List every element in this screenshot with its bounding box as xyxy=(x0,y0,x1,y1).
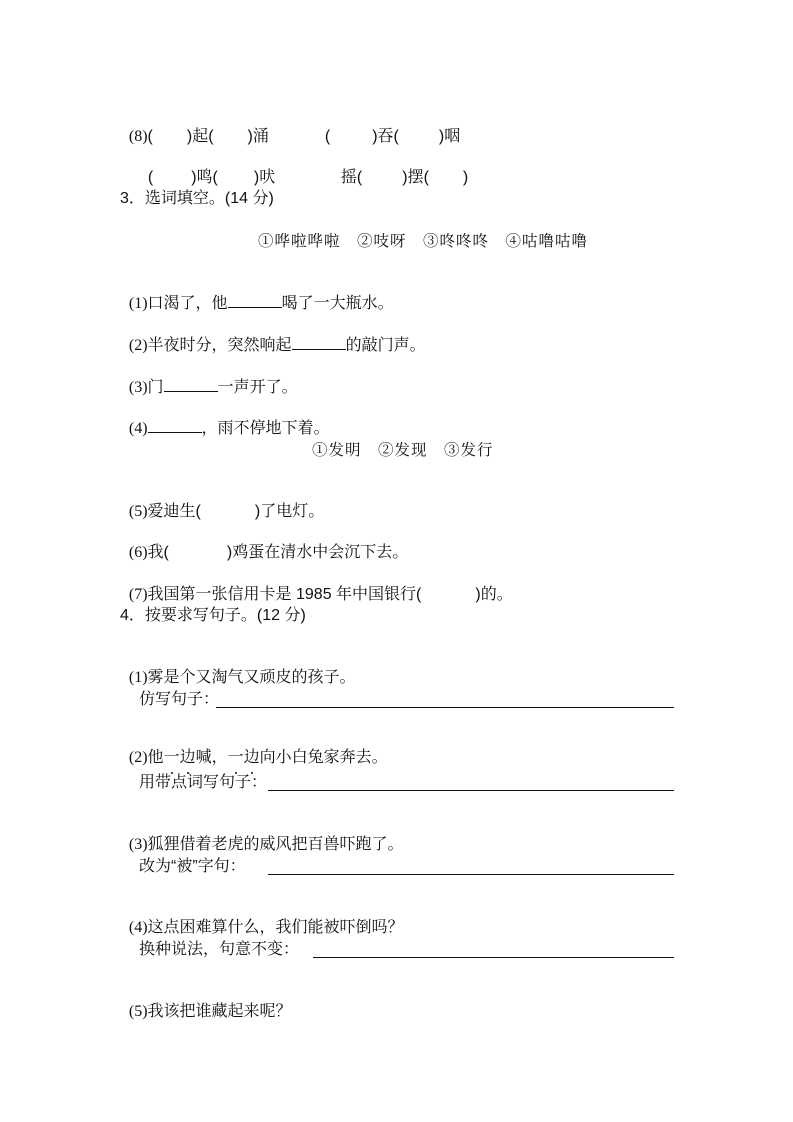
q3-item-6 xyxy=(120,523,408,563)
sentence-before: 我( xyxy=(147,544,169,561)
q3-item-7 xyxy=(120,565,513,605)
item-number: (8) xyxy=(128,128,148,145)
sentence-after: 一声开了。 xyxy=(217,379,298,396)
sentence-before: 口渴了，他 xyxy=(147,295,228,312)
sentence: 我该把谁藏起来呢？ xyxy=(147,1003,292,1020)
question-4-heading: 4．按要求写句子。(12 分) xyxy=(120,607,306,624)
sentence: 狐狸借着老虎的威风把百兽吓跑了。 xyxy=(147,836,404,853)
q4-item-3 xyxy=(120,815,404,855)
text: )摆( xyxy=(402,169,429,186)
text: ) xyxy=(462,169,469,186)
q2-item-8-row-a-right xyxy=(316,107,460,147)
text: )吠 xyxy=(253,169,276,186)
answer-blank[interactable] xyxy=(228,293,282,308)
text: )咽 xyxy=(438,128,461,145)
q4-item-1 xyxy=(120,648,356,688)
sentence-part: 向小白兔家奔去。 xyxy=(259,749,388,766)
item-number: (7) xyxy=(128,586,148,603)
dotted-word: 边 xyxy=(179,749,196,766)
q4-item-5 xyxy=(120,982,292,1022)
dotted-word: 一 xyxy=(163,749,180,766)
word-options-a: ①哗啦哗啦 ②吱呀 ③咚咚咚 ④咕噜咕噜 xyxy=(258,232,589,250)
sentence-after: ，雨不停地下着。 xyxy=(201,420,330,437)
q4-item-4 xyxy=(120,898,404,938)
answer-blank[interactable] xyxy=(292,335,346,350)
text: ( xyxy=(147,128,153,145)
item-number: (3) xyxy=(128,379,148,396)
sentence-part: 喊， xyxy=(195,749,228,766)
q3-item-4 xyxy=(120,398,330,439)
item-number: (4) xyxy=(128,919,148,936)
item-number: (2) xyxy=(128,749,148,766)
item-number: (2) xyxy=(128,337,148,354)
sentence-after: )鸡蛋在清水中会沉下去。 xyxy=(226,544,409,561)
item-number: (1) xyxy=(128,295,148,312)
text: )吞( xyxy=(372,128,399,145)
sentence-after: )了电灯。 xyxy=(254,503,325,520)
sentence-after: 喝了一大瓶水。 xyxy=(281,295,394,312)
text: )涌 xyxy=(247,128,269,145)
text: ( xyxy=(147,169,154,186)
q3-item-5 xyxy=(120,482,324,522)
sentence-before: 爱迪生( xyxy=(147,503,201,520)
sentence-after: 的敲门声。 xyxy=(345,337,426,354)
q4-item-4-answer-line[interactable] xyxy=(313,957,674,958)
text: )起( xyxy=(186,128,214,145)
item-number: (4) xyxy=(128,420,148,437)
text: ( xyxy=(324,128,331,145)
item-number: (5) xyxy=(128,503,148,520)
q4-item-4-prompt: 换种说法，句意不变： xyxy=(139,941,300,958)
text: 摇( xyxy=(340,169,363,186)
dotted-word: 边 xyxy=(243,749,260,766)
sentence-before: 我国第一张信用卡是 1985 年中国银行( xyxy=(147,586,422,603)
sentence-before: 门 xyxy=(147,379,164,396)
sentence: 雾是个又淘气又顽皮的孩子。 xyxy=(147,669,356,686)
sentence: 这点困难算什么，我们能被吓倒吗？ xyxy=(147,919,404,936)
q2-item-8-row-b xyxy=(139,148,275,188)
q4-item-1-prompt: 仿写句子： xyxy=(139,691,220,708)
q4-item-1-answer-line[interactable] xyxy=(216,707,674,708)
q3-item-1 xyxy=(120,273,394,314)
q4-item-3-answer-line[interactable] xyxy=(268,874,674,875)
q4-item-2-prompt: 用带点词写句子： xyxy=(139,774,268,791)
item-number: (3) xyxy=(128,836,148,853)
q2-item-8-row-a xyxy=(120,107,269,147)
q2-item-8-row-b-right xyxy=(332,148,468,188)
q3-item-2 xyxy=(120,315,426,356)
question-3-heading: 3．选词填空。(14 分) xyxy=(120,190,274,207)
sentence-after: )的。 xyxy=(475,586,513,603)
answer-blank[interactable] xyxy=(164,377,218,392)
q4-item-2-answer-line[interactable] xyxy=(268,790,674,791)
answer-blank[interactable] xyxy=(148,418,202,433)
item-number: (5) xyxy=(128,1003,148,1020)
sentence-part: 他 xyxy=(147,749,164,766)
word-options-b: ①发明 ②发现 ③发行 xyxy=(312,441,494,459)
dotted-word: 一 xyxy=(227,749,244,766)
q3-item-3 xyxy=(120,357,298,398)
text: )鸣( xyxy=(191,169,218,186)
item-number: (6) xyxy=(128,544,148,561)
item-number: (1) xyxy=(128,669,148,686)
q4-item-2 xyxy=(120,728,388,768)
sentence-before: 半夜时分，突然响起 xyxy=(147,337,292,354)
q4-item-3-prompt: 改为“被”字句： xyxy=(139,858,246,875)
